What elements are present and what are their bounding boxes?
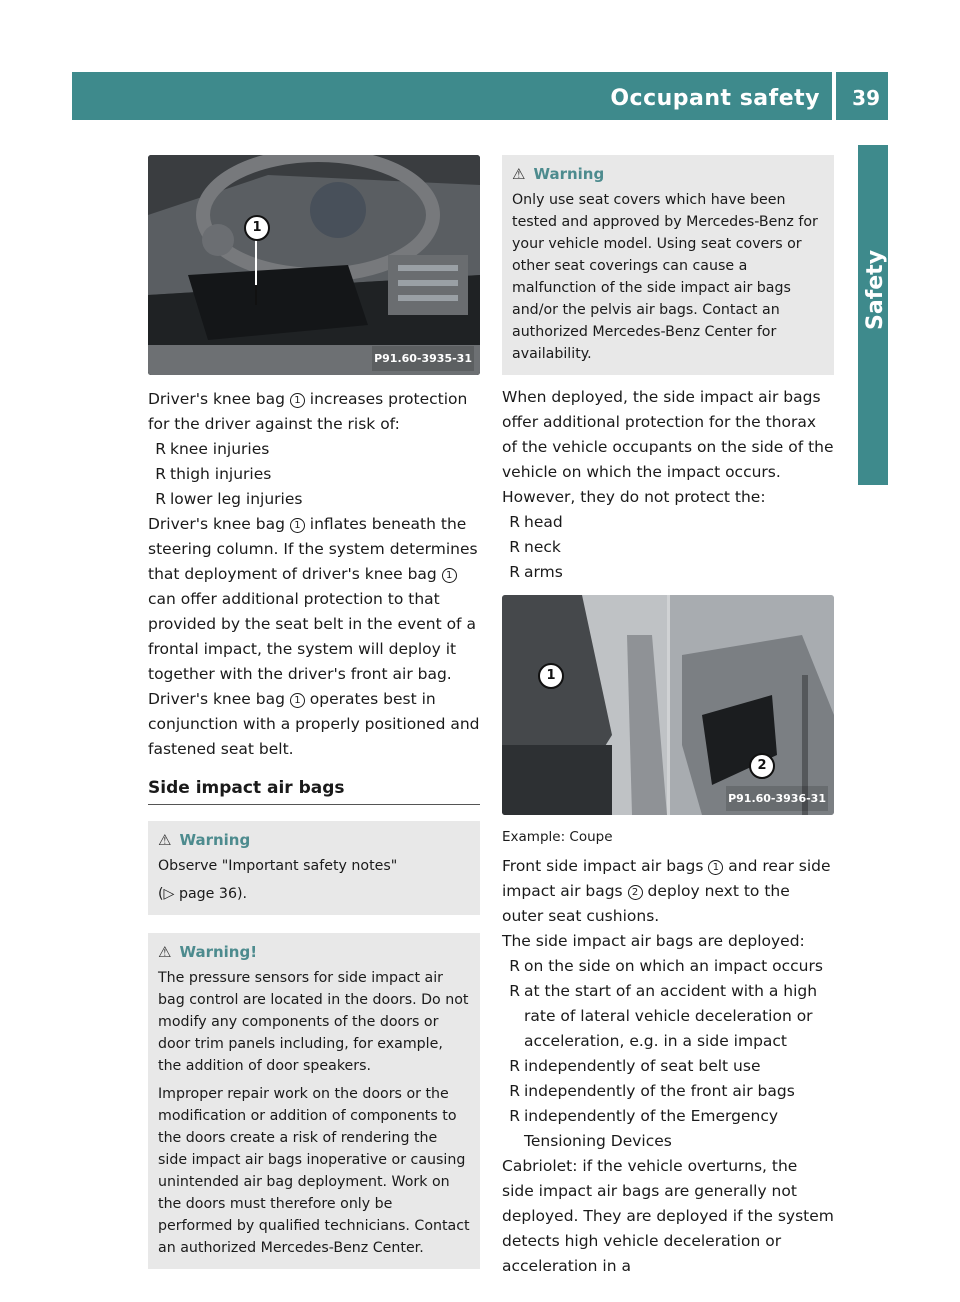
page-header (72, 72, 888, 120)
knee-bag-intro: Driver's knee bag 1 increases protection for the driver against the risk of: (148, 390, 468, 433)
callout-2: 2 (749, 753, 775, 779)
cabriolet-note: Cabriolet: if the vehicle overturns, the side impact air bags are generally not deployed. They are deployed if the system detects high vehicle deceleration or acceleration in a (502, 1157, 834, 1275)
dashboard-illustration (148, 155, 480, 375)
side-bag-description: When deployed, the side impact air bags offer additional protection for the thorax of the vehicle occupants on the side of the vehicle on which the impact occurs. However, they do not protect the: (502, 388, 834, 506)
warning-box: ⚠ Warning Only use seat covers which have been tested and approved by Mercedes-Benz for your vehicle model. Using seat covers or other seat coverings can cause a malfunction of the side impact air bags and/or the pelvis air bags. Contact an authorized Mercedes-Benz Center for availability. (502, 155, 834, 375)
right-column (502, 155, 834, 1279)
figure-code: P91.60-3936-31 (726, 786, 828, 811)
callout-1: 1 (538, 663, 564, 689)
chapter-title: Occupant safety (610, 86, 820, 111)
side-bag-location: Front side impact air bags 1 and rear side impact air bags 2 deploy next to the outer seat cushions. (502, 857, 831, 925)
warning-box: ⚠ Warning! The pressure sensors for side impact air bag control are located in the doors. Do not modify any components of the doors or door trim panels including, for example, the addition of door speakers. Improper repair work on the doors or the modification or addition of components to the doors create a risk of rendering the side impact air bags inoperative or causing unintended air bag deployment. Work on the doors must therefore only be performed by qualified technicians. Contact an authorized Mercedes-Benz Center. (148, 933, 480, 1269)
header-divider (832, 72, 836, 120)
list-item: R lower leg injuries (155, 490, 303, 508)
list-item: R independently of the front air bags (509, 1082, 795, 1100)
figure-side-bags (502, 595, 834, 815)
callout-1: 1 (244, 215, 270, 241)
warning-box: ⚠ Warning Observe "Important safety notes" (▷ page 36). (148, 821, 480, 915)
deployment-intro: The side impact air bags are deployed: (502, 932, 805, 950)
side-airbags-illustration (502, 595, 834, 815)
left-column (148, 155, 480, 1269)
list-item: R knee injuries (155, 440, 270, 458)
list-item: R arms (509, 563, 563, 581)
warning-icon: ⚠ (158, 943, 172, 961)
list-item: R independently of seat belt use (509, 1057, 761, 1075)
list-item: R neck (509, 538, 561, 556)
list-item: R at the start of an accident with a high rate of lateral vehicle deceleration or acceleration, e.g. in a side impact (509, 982, 818, 1050)
figure-caption: Example: Coupe (502, 829, 613, 845)
knee-bag-description: Driver's knee bag 1 inflates beneath the steering column. If the system determines that deployment of driver's knee bag 1 can offer additional protection to that provided by the seat belt in the event of a frontal impact, the system will deploy it together with the driver's front air bag. Driver's knee bag 1 operates best in conjunction with a properly positioned and fastened seat belt. (148, 515, 480, 758)
figure-code: P91.60-3935-31 (372, 346, 474, 371)
page-number: 39 (852, 86, 880, 110)
warning-icon: ⚠ (512, 165, 526, 183)
list-item: R thigh injuries (155, 465, 272, 483)
list-item: R on the side on which an impact occurs (509, 957, 823, 975)
warning-icon: ⚠ (158, 831, 172, 849)
list-item: R head (509, 513, 563, 531)
side-tab-label: Safety (863, 249, 888, 330)
page-reference[interactable]: page 36). (178, 886, 248, 902)
section-heading: Side impact air bags (148, 776, 480, 805)
list-item: R independently of the Emergency Tensioning Devices (509, 1107, 779, 1150)
figure-knee-bag (148, 155, 480, 375)
